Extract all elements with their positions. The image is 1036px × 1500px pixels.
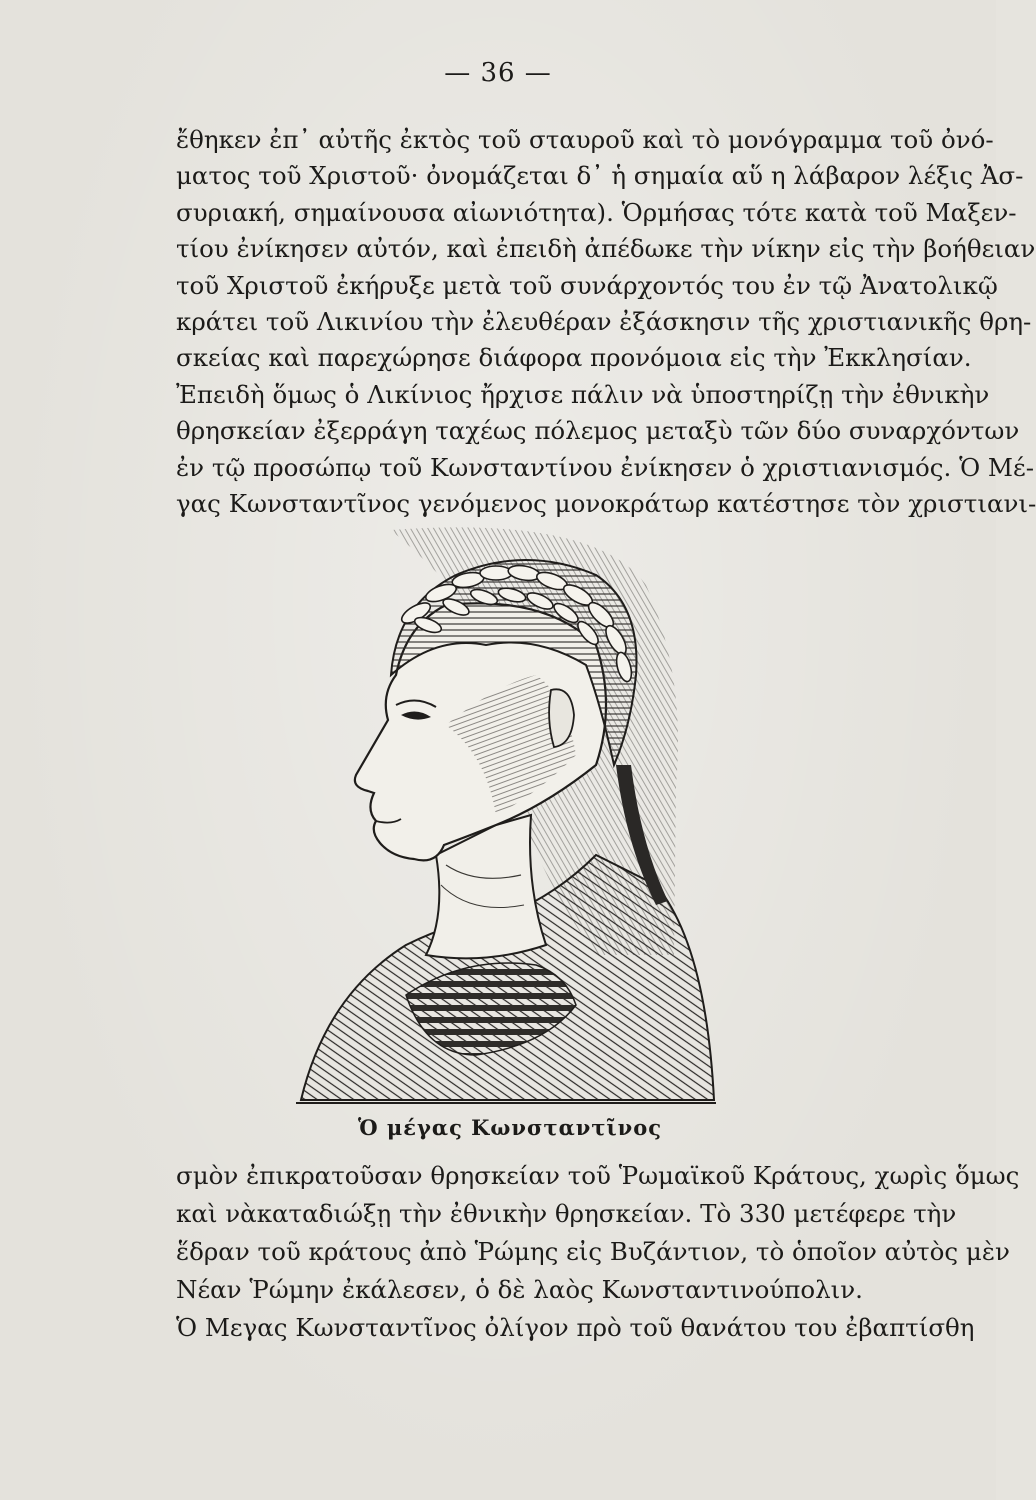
text-line: συριακή, σημαίνουσα αἰωνιότητα). Ὁρμήσας τότε κατὰ τοῦ Μαξεν- — [176, 197, 1017, 227]
text-line: ἐν τῷ προσώπῳ τοῦ Κωνσταντίνου ἐνίκησεν ὁ χριστιανισμός. Ὁ Μέ- — [176, 452, 1034, 482]
text-line: κράτει τοῦ Λικινίου τὴν ἐλευθέραν ἐξάσκησιν τῆς χριστιανικῆς θρη- — [176, 307, 1032, 337]
text-line: Νέαν Ῥώμην ἐκάλεσεν, ὁ δὲ λαὸς Κωνσταντινούπολιν. — [176, 1275, 863, 1304]
text-line: καὶ νὰκαταδιώξῃ τὴν ἐθνικὴν θρησκείαν. Τὸ 330 μετέφερε τὴν — [176, 1199, 957, 1228]
top-paragraph — [176, 122, 1036, 522]
text-line: σκείας καὶ παρεχώρησε διάφορα προνόμοια εἰς τὴν Ἐκκλησίαν. — [176, 343, 972, 373]
text-line: Ἐπειδὴ ὅμως ὁ Λικίνιος ἤρχισε πάλιν νὰ ὑποστηρίζῃ τὴν ἐθνικὴν — [176, 379, 990, 409]
text-line: σμὸν ἐπικρατοῦσαν θρησκείαν τοῦ Ῥωμαϊκοῦ Κράτους, χωρὶς ὅμως — [176, 1161, 1020, 1190]
text-line: τίου ἐνίκησεν αὐτόν, καὶ ἐπειδὴ ἀπέδωκε τὴν νίκην εἰς τὴν βοήθειαν — [176, 234, 1036, 264]
bottom-paragraph — [176, 1157, 1020, 1347]
portrait-engraving — [296, 525, 716, 1115]
text-line: θρησκείαν ἐξερράγη ταχέως πόλεμος μεταξὺ τῶν δύο συναρχόντων — [176, 416, 1020, 446]
text-line: ἔθηκεν ἐπ᾽ αὐτῆς ἐκτὸς τοῦ σταυροῦ καὶ τὸ μονόγραμμα τοῦ ὀνό- — [176, 125, 994, 154]
text-line: Ὁ Μεγας Κωνσταντῖνος ὀλίγον πρὸ τοῦ θανάτου του ἐβαπτίσθη — [176, 1313, 975, 1342]
text-line: γας Κωνσταντῖνος γενόμενος μονοκράτωρ κατέστησε τὸν χριστιανι- — [176, 489, 1036, 519]
text-line: τοῦ Χριστοῦ ἐκήρυξε μετὰ τοῦ συνάρχοντός του ἐν τῷ Ἀνατολικῷ — [176, 270, 998, 300]
text-line: ματος τοῦ Χριστοῦ· ὀνομάζεται δ᾽ ἡ σημαία αὕ η λάβαρον λέξις Ἀσ- — [176, 161, 1024, 191]
page-number: — 36 — — [444, 58, 552, 88]
text-line: ἕδραν τοῦ κράτους ἀπὸ Ῥώμης εἰς Βυζάντιον, τὸ ὁποῖον αὐτὸς μὲν — [176, 1237, 1010, 1266]
figure-caption: Ὁ μέγας Κωνσταντῖνος — [357, 1115, 662, 1140]
